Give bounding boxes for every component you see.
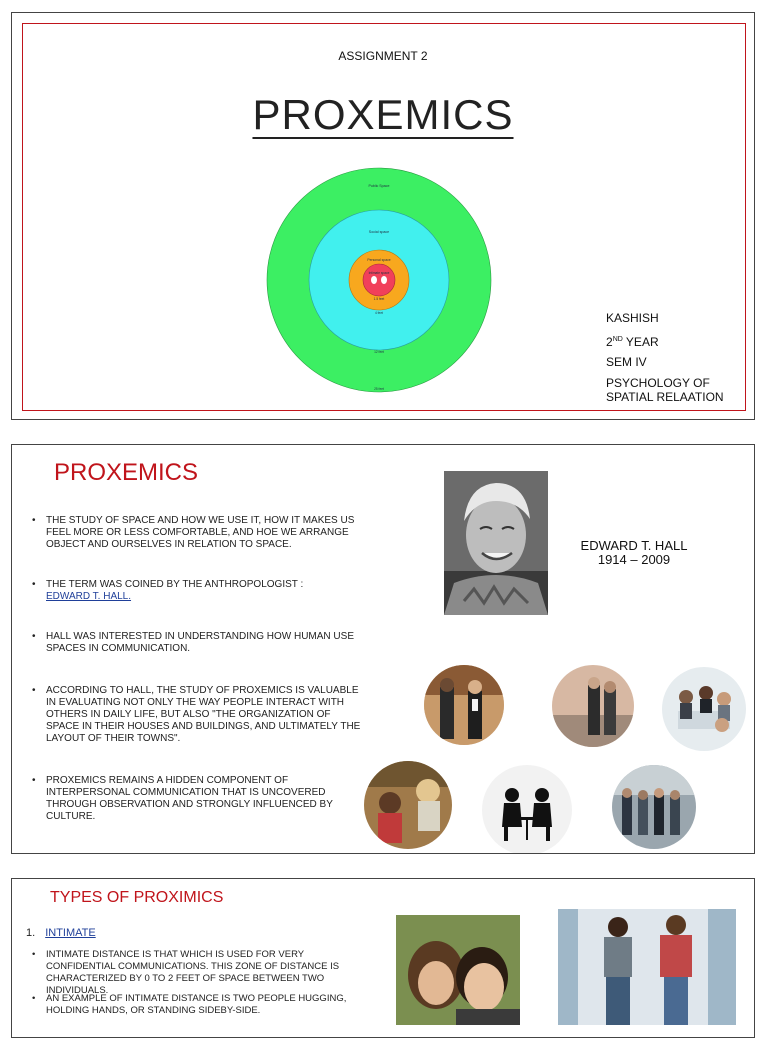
photo-conversation <box>424 665 504 745</box>
photo-crowd <box>612 765 696 849</box>
bullet-list <box>32 949 372 997</box>
bullet-text: THE TERM WAS COINED BY THE ANTHROPOLOGIST : <box>46 579 304 590</box>
photo-couple-close <box>396 915 520 1025</box>
intimate-zone <box>363 264 395 296</box>
bullet-item <box>32 579 362 603</box>
student-year <box>606 333 659 349</box>
intimate-link[interactable]: INTIMATE <box>45 927 96 939</box>
types-of-proxemics-slide <box>11 878 755 1038</box>
bullet-list <box>32 993 372 1017</box>
hall-portrait <box>444 471 548 615</box>
proxemics-definition-slide <box>11 444 755 854</box>
bullet-list <box>32 685 362 745</box>
student-semester: SEM IV <box>606 355 647 369</box>
bullet-item: • ACCORDING TO HALL, THE STUDY OF PROXEMICS IS VALUABLE IN EVALUATING NOT ONLY THE WAY PEOPLE INTERACT WITH OTHERS IN DAILY LIFE, BUT ALSO "THE ORGANIZATION OF SPACE IN THEIR HOUSES AND BUILDINGS, AND ULTIMATELY THE LAYOUT OF THEIR TOWNS". <box>32 685 362 745</box>
bullet-list <box>32 579 362 603</box>
student-name: KASHISH <box>606 311 659 325</box>
slide-heading: PROXEMICS <box>54 459 199 486</box>
course-title-line-1: PSYCHOLOGY OF <box>606 376 710 390</box>
photo-street-talk <box>552 665 634 747</box>
title-slide <box>11 12 755 420</box>
intimate-zone-label: Intimate space <box>368 271 390 275</box>
hall-name: EDWARD T. HALL <box>580 538 688 553</box>
distance-label-1: 1.5 feet <box>373 297 385 301</box>
bullet-item: • PROXEMICS REMAINS A HIDDEN COMPONENT OF INTERPERSONAL COMMUNICATION THAT IS UNCOVERED THROUGH OBSERVATION AND STRONGLY INFLUENCED BY CULTURE. <box>32 775 362 823</box>
social-zone-label: Social space <box>368 230 390 234</box>
hall-caption <box>568 539 700 567</box>
numbered-item <box>26 927 96 939</box>
portrait-image <box>444 471 548 615</box>
hall-years: 1914 – 2009 <box>597 552 671 567</box>
item-number: 1. <box>26 927 36 939</box>
year-number: 2 <box>606 335 613 349</box>
bullet-item: • HALL WAS INTERESTED IN UNDERSTANDING HOW HUMAN USE SPACES IN COMMUNICATION. <box>32 631 362 655</box>
bullet-list <box>32 775 362 823</box>
hall-link[interactable]: EDWARD T. HALL. <box>46 591 132 602</box>
distance-label-3: 12 feet <box>374 350 384 354</box>
bullet-item: • THE STUDY OF SPACE AND HOW WE USE IT, HOW IT MAKES US FEEL MORE OR LESS COMFORTABLE, AND HOE WE ARRANGE OBJECT AND OURSELVES IN RELATION TO SPACE. <box>32 515 362 551</box>
bullet-list <box>32 631 362 655</box>
bullet-item: • AN EXAMPLE OF INTIMATE DISTANCE IS TWO PEOPLE HUGGING, HOLDING HANDS, OR STANDING SIDEBY-SIDE. <box>32 993 372 1017</box>
photo-meeting <box>662 667 746 751</box>
person-icon <box>371 276 377 284</box>
personal-zone-label: Personal space <box>367 258 391 262</box>
year-word: YEAR <box>622 335 659 349</box>
course-title <box>606 376 724 404</box>
photo-children <box>364 761 452 849</box>
person-icon <box>381 276 387 284</box>
proxemics-zone-diagram <box>266 167 492 393</box>
public-zone-label: Public Space <box>368 184 390 188</box>
assignment-label: ASSIGNMENT 2 <box>338 49 428 63</box>
year-suffix: ND <box>612 336 623 343</box>
slide-heading: TYPES OF PROXIMICS <box>50 889 224 906</box>
photo-silhouettes <box>482 765 572 854</box>
bullet-item: • INTIMATE DISTANCE IS THAT WHICH IS USED FOR VERY CONFIDENTIAL COMMUNICATIONS. THIS ZONE OF DISTANCE IS CHARACTERIZED BY 0 TO 2 FEET OF SPACE BETWEEN TWO INDIVIDUALS. <box>32 949 372 997</box>
bullet-list <box>32 515 362 551</box>
distance-label-2: 4 feet <box>375 311 383 315</box>
slide-title-text: PROXEMICS <box>252 91 514 138</box>
distance-label-4: 25 feet <box>374 387 384 391</box>
slide-title <box>12 91 754 139</box>
course-title-line-2: SPATIAL RELAATION <box>606 390 724 404</box>
photo-holding-hands <box>558 909 736 1025</box>
